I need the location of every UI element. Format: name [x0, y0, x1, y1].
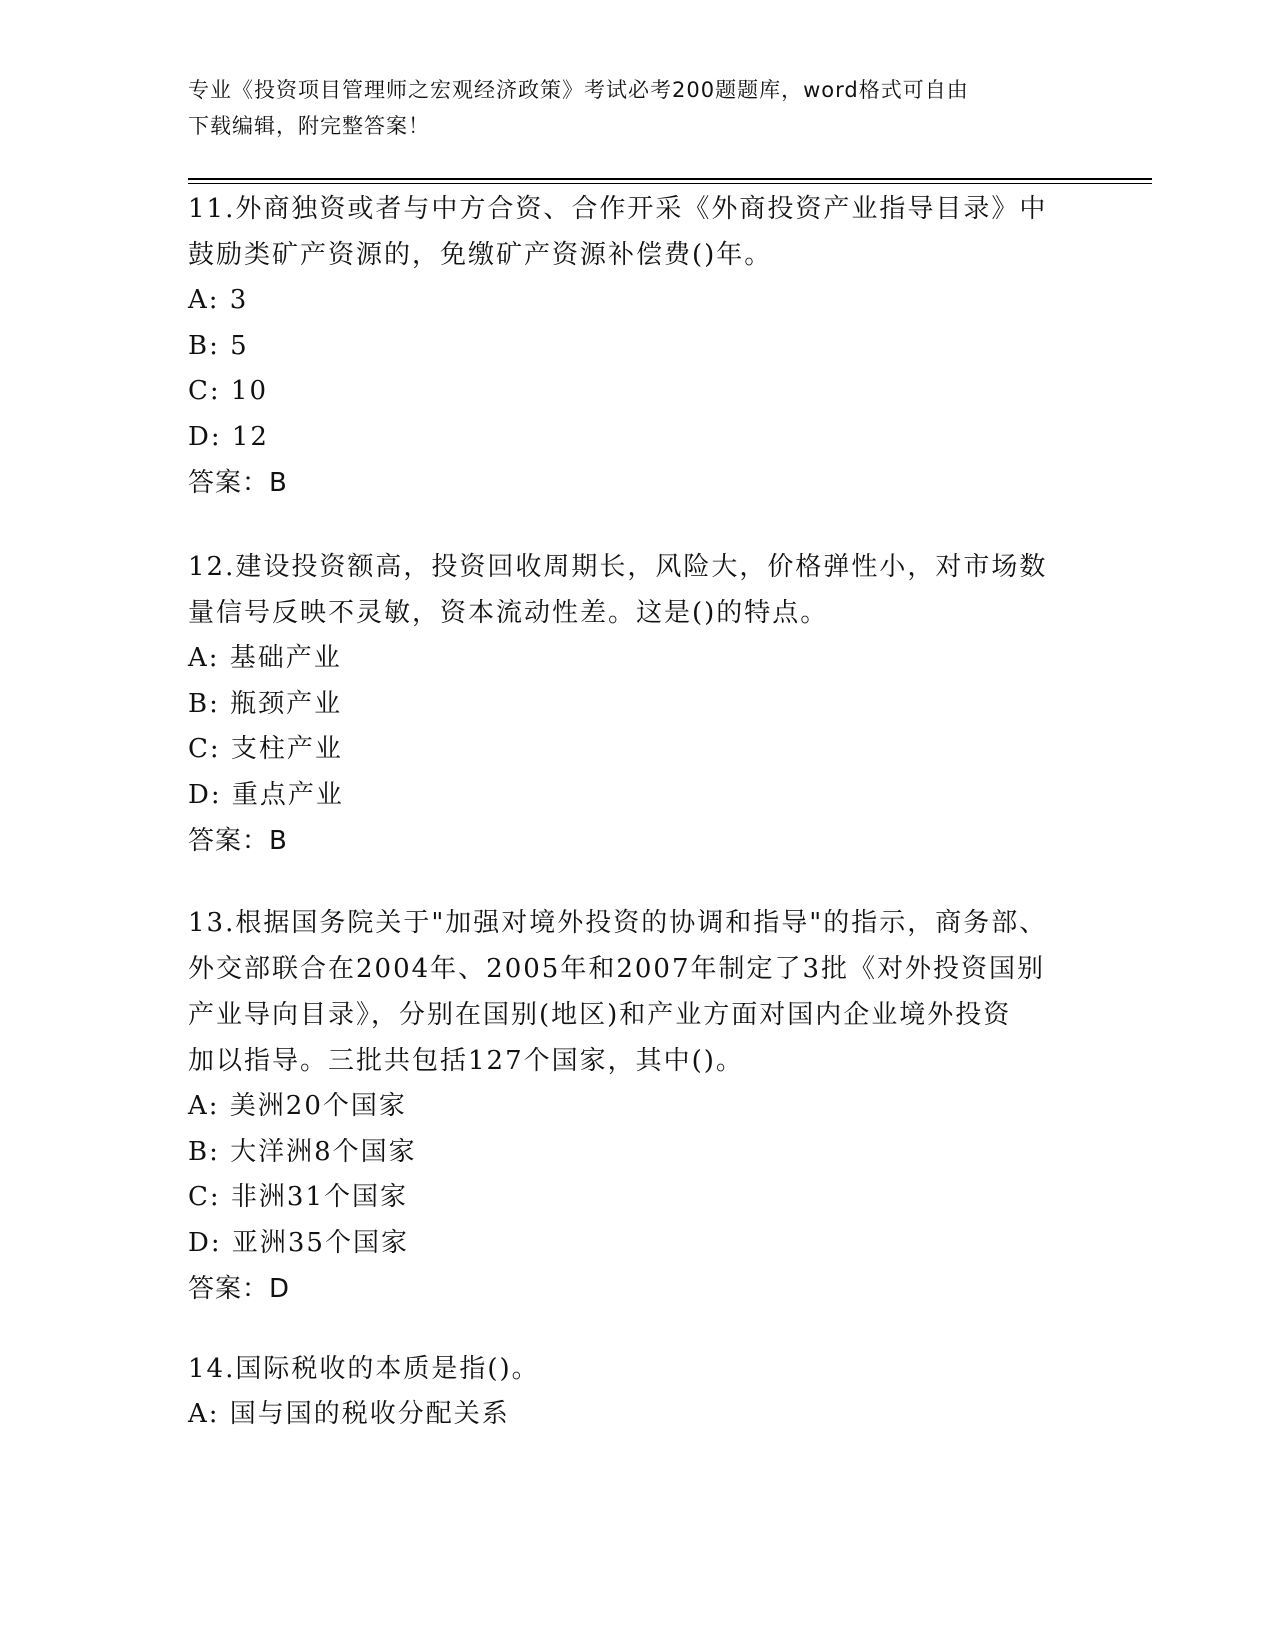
answer: 答案：B	[188, 826, 288, 856]
answer: 答案：D	[188, 1274, 291, 1304]
question-stem-line: 产业导向目录》，分别在国别(地区)和产业方面对国内企业境外投资	[188, 1000, 1012, 1030]
option-c: C: 10	[188, 376, 269, 406]
question-stem-line: 量信号反映不灵敏，资本流动性差。这是()的特点。	[188, 598, 829, 628]
option-d: D: 12	[188, 421, 269, 452]
option-d: D: 亚洲35个国家	[188, 1227, 409, 1258]
header-line-1: 专业《投资项目管理师之宏观经济政策》考试必考200题题库，word格式可自由	[188, 78, 969, 102]
option-a: A: 美洲20个国家	[188, 1091, 407, 1121]
question-13	[188, 900, 1088, 1312]
option-b: B: 瓶颈产业	[188, 688, 343, 719]
question-stem-line: 加以指导。三批共包括127个国家，其中()。	[188, 1046, 744, 1076]
option-d: D: 重点产业	[188, 779, 344, 810]
option-a: A: 国与国的税收分配关系	[188, 1399, 510, 1429]
header-divider-thick	[188, 178, 1152, 180]
option-c: C: 非洲31个国家	[188, 1182, 409, 1212]
question-stem-line: 外交部联合在2004年、2005年和2007年制定了3批《对外投资国别	[188, 954, 1046, 984]
question-stem-line: 11.外商独资或者与中方合资、合作开采《外商投资产业指导目录》中	[188, 194, 1048, 224]
question-14	[188, 1346, 1088, 1438]
question-11	[188, 186, 1088, 506]
option-a: A: 基础产业	[188, 643, 342, 673]
option-b: B: 大洋洲8个国家	[188, 1136, 417, 1167]
document-header	[188, 72, 1068, 144]
option-b: B: 5	[188, 330, 249, 361]
question-stem-line: 14.国际税收的本质是指()。	[188, 1354, 540, 1384]
option-c: C: 支柱产业	[188, 734, 343, 764]
option-a: A: 3	[188, 285, 249, 315]
header-line-2: 下载编辑，附完整答案！	[188, 114, 430, 138]
answer: 答案：B	[188, 468, 288, 498]
question-stem-line: 13.根据国务院关于"加强对境外投资的协调和指导"的指示，商务部、	[188, 908, 1048, 938]
question-stem-line: 12.建设投资额高，投资回收周期长，风险大，价格弹性小，对市场数	[188, 552, 1048, 582]
header-divider-thin	[188, 183, 1152, 184]
question-stem-line: 鼓励类矿产资源的，免缴矿产资源补偿费()年。	[188, 240, 773, 270]
question-12	[188, 544, 1088, 864]
